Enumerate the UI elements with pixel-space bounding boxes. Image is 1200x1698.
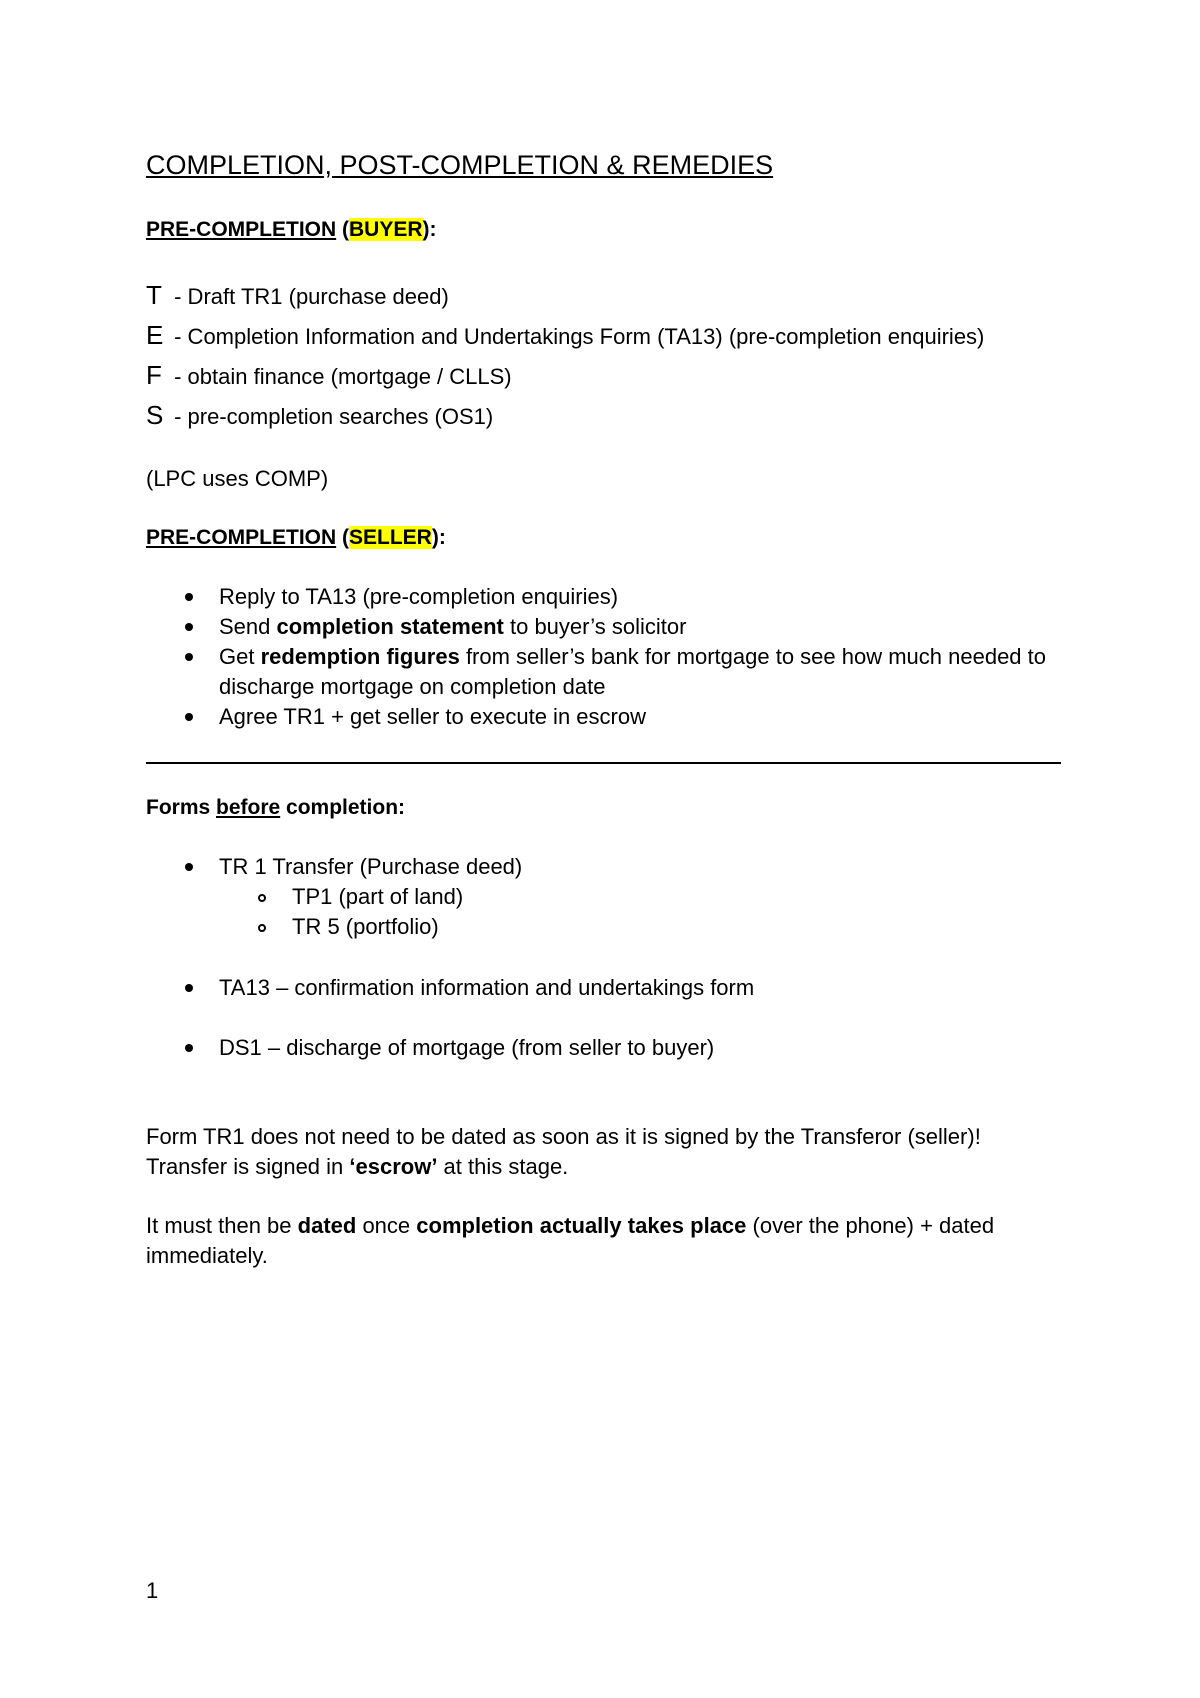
paragraph-text: (over the phone) + dated [746,1213,995,1238]
seller-item-continuation: discharge mortgage on completion date [219,674,606,699]
paragraph-bold: ‘escrow’ [349,1154,438,1179]
paragraph-text: Transfer is signed in [146,1154,350,1179]
seller-item-text: Get [219,644,261,669]
circle-bullet [258,924,266,932]
page-title: COMPLETION, POST-COMPLETION & REMEDIES [146,150,774,180]
seller-item [219,644,1046,670]
seller-item-text: from seller’s bank for mortgage to see how much needed to [459,644,1046,669]
circle-bullet [258,894,266,902]
tefs-letter: F [146,360,162,390]
tefs-letter: T [146,280,162,310]
bullet-dot [185,984,193,992]
seller-item: Agree TR1 + get seller to execute in escrow [219,704,646,729]
paragraph-line: immediately. [146,1243,268,1268]
seller-heading [146,526,446,550]
tefs-text: - obtain finance (mortgage / CLLS) [168,364,512,389]
bullet-dot [185,653,193,661]
bullet-dot [185,623,193,631]
buyer-heading [146,218,437,242]
buyer-highlight: BUYER [349,218,423,241]
bullet-dot [185,593,193,601]
forms-heading-underlined: before [216,796,281,819]
tefs-item-t [146,280,449,311]
paragraph-bold: dated [297,1213,357,1238]
tefs-letter: S [146,400,164,430]
tefs-text: - pre-completion searches (OS1) [168,404,494,429]
paragraph-line [146,1154,568,1180]
lpc-note: (LPC uses COMP) [146,466,329,491]
forms-heading-text: completion: [280,796,406,819]
form-subitem: TP1 (part of land) [292,884,464,909]
forms-heading-text: Forms [146,796,217,819]
paragraph-text: It must then be [146,1213,298,1238]
bullet-dot [185,863,193,871]
buyer-heading-close: ): [422,218,437,241]
paragraph-line: Form TR1 does not need to be dated as soon as it is signed by the Transferor (seller)! [146,1124,981,1149]
tefs-item-e [146,320,984,351]
paragraph-bold: completion actually takes place [416,1213,747,1238]
forms-heading [146,796,405,820]
tefs-item-s [146,400,493,431]
paragraph-text: at this stage. [437,1154,569,1179]
page-number: 1 [146,1578,159,1603]
paragraph-text: once [356,1213,417,1238]
seller-item-bold: redemption figures [260,644,460,669]
bullet-dot [185,1044,193,1052]
seller-item-text: Send [219,614,277,639]
bullet-dot [185,713,193,721]
seller-heading-close: ): [431,526,446,549]
form-subitem: TR 5 (portfolio) [292,914,439,939]
seller-item-text: to buyer’s solicitor [503,614,687,639]
seller-item [219,614,686,640]
form-item: DS1 – discharge of mortgage (from seller to buyer) [219,1035,715,1060]
buyer-heading-open: ( [336,218,349,241]
seller-item: Reply to TA13 (pre-completion enquiries) [219,584,619,609]
tefs-letter: E [146,320,164,350]
seller-highlight: SELLER [349,526,432,549]
tefs-text: - Draft TR1 (purchase deed) [168,284,449,309]
seller-heading-prefix: PRE-COMPLETION [146,526,337,549]
tefs-item-f [146,360,512,391]
horizontal-rule [146,762,1061,764]
seller-item-bold: completion statement [276,614,504,639]
seller-heading-open: ( [336,526,349,549]
buyer-heading-prefix: PRE-COMPLETION [146,218,337,241]
tefs-text: - Completion Information and Undertakings Form (TA13) (pre-completion enquiries) [168,324,985,349]
form-item: TR 1 Transfer (Purchase deed) [219,854,523,879]
form-item: TA13 – confirmation information and undertakings form [219,975,755,1000]
paragraph-line [146,1213,994,1239]
